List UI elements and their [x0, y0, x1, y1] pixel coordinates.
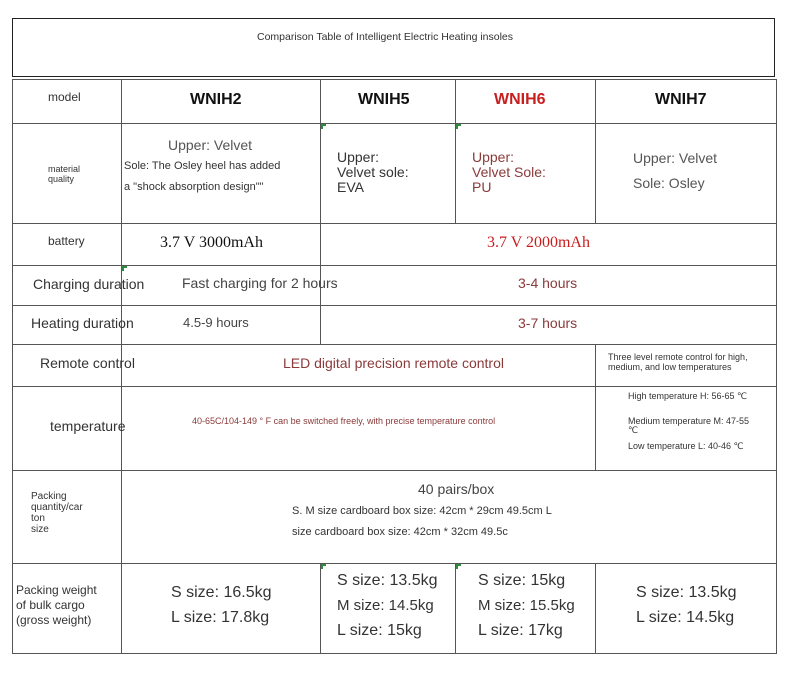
wnih7-material-line1: Upper: Velvet [633, 150, 718, 166]
weight-wnih7-s: S size: 13.5kg [636, 584, 737, 601]
heating-others: 3-7 hours [518, 315, 578, 331]
weight-wnih6-s: S size: 15kg [478, 572, 566, 589]
battery-wnih2: 3.7 V 3000mAh [160, 234, 263, 251]
wnih5-material-line3: EVA [337, 179, 364, 195]
wnih2-material-upper: Upper: Velvet [168, 137, 253, 153]
weight-label-line2: of bulk cargo [16, 598, 85, 612]
packing-label-line1: Packing [31, 491, 67, 502]
packing-line1: S. M size cardboard box size: 42cm * 29cm 49.5cm L [292, 505, 552, 517]
temperature-main: 40-65C/104-149 ° F can be switched freely, with precise temperature control [192, 416, 496, 426]
temperature-high: High temperature H: 56-65 ℃ [628, 391, 748, 401]
battery-others: 3.7 V 2000mAh [487, 234, 590, 251]
packing-label-line4: size [31, 524, 49, 535]
material-label: material quality [48, 164, 81, 184]
temperature-label: temperature [50, 418, 126, 434]
wnih5-material-line2: Velvet sole: [337, 164, 409, 180]
wnih6-material-line3: PU [472, 179, 492, 195]
page-title: Comparison Table of Intelligent Electric Heating insoles [257, 31, 514, 43]
wnih7-material-line2: Sole: Osley [633, 175, 705, 191]
model-wnih6: WNIH6 [494, 91, 546, 108]
weight-wnih6-l: L size: 17kg [478, 622, 563, 639]
model-wnih2: WNIH2 [190, 91, 242, 108]
remote-wnih7-line1: Three level remote control for high, [608, 352, 748, 362]
model-wnih7: WNIH7 [655, 91, 707, 108]
charging-label: Charging duration [33, 276, 145, 292]
packing-pairs: 40 pairs/box [418, 481, 495, 497]
weight-wnih7-l: L size: 14.5kg [636, 609, 735, 626]
wnih6-material-line1: Upper: [472, 149, 515, 165]
weight-wnih5-l: L size: 15kg [337, 622, 422, 639]
model-wnih5: WNIH5 [358, 91, 410, 108]
temperature-medium-unit: ℃ [628, 425, 639, 435]
wnih2-material-sole-line1: Sole: The Osley heel has added [124, 160, 281, 172]
packing-label-line2: quantity/car [31, 502, 83, 513]
wnih6-material-line2: Velvet Sole: [472, 164, 546, 180]
charging-others: 3-4 hours [518, 275, 578, 291]
temperature-medium: Medium temperature M: 47-55 [628, 416, 750, 426]
wnih5-material-line1: Upper: [337, 149, 380, 165]
weight-wnih5-m: M size: 14.5kg [337, 597, 434, 614]
weight-wnih6-m: M size: 15.5kg [478, 597, 575, 614]
remote-wnih7-line2: medium, and low temperatures [608, 362, 732, 372]
remote-main: LED digital precision remote control [283, 355, 504, 371]
charging-wnih2: Fast charging for 2 hours [182, 275, 338, 291]
temperature-low: Low temperature L: 40-46 ℃ [628, 441, 744, 451]
weight-label-line1: Packing weight [16, 583, 97, 597]
remote-label: Remote control [40, 355, 135, 371]
weight-label-line3: (gross weight) [16, 613, 92, 627]
packing-label-line3: ton [31, 513, 45, 524]
model-label: model [48, 90, 81, 104]
weight-wnih2-s: S size: 16.5kg [171, 584, 272, 601]
weight-wnih5-s: S size: 13.5kg [337, 572, 438, 589]
weight-wnih2-l: L size: 17.8kg [171, 609, 270, 626]
heating-wnih2: 4.5-9 hours [183, 315, 249, 330]
packing-line2: size cardboard box size: 42cm * 32cm 49.5c [292, 526, 508, 538]
battery-label: battery [48, 234, 85, 248]
heating-label: Heating duration [31, 315, 134, 331]
wnih2-material-sole-line2: a "shock absorption design"" [124, 181, 264, 193]
